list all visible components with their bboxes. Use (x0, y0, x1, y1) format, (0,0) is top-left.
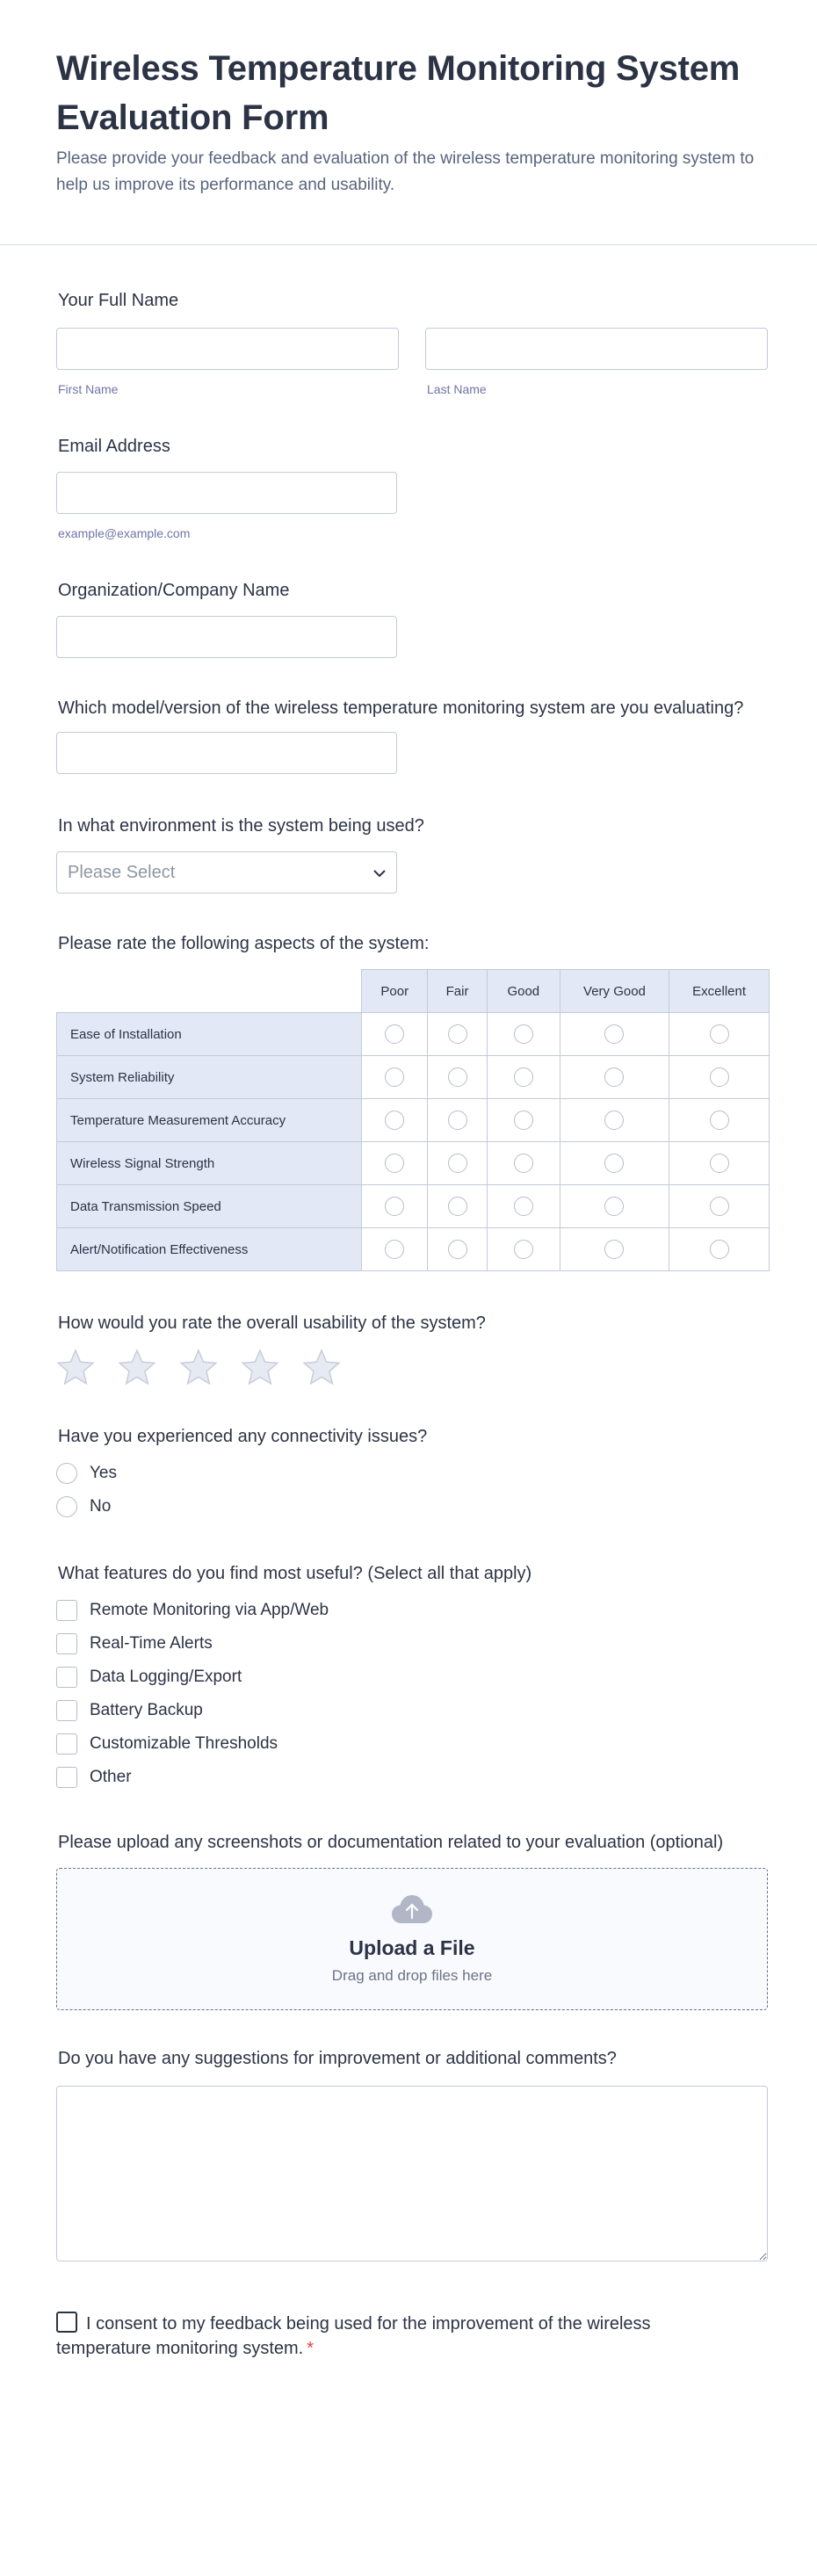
form-content (0, 289, 817, 2361)
environment-select[interactable] (56, 851, 397, 894)
upload-field (56, 1831, 768, 2010)
matrix-radio[interactable] (604, 1024, 624, 1044)
consent-checkbox[interactable] (56, 2312, 77, 2333)
matrix-radio[interactable] (385, 1154, 404, 1173)
matrix-row-label: Wireless Signal Strength (57, 1142, 362, 1185)
star-icon[interactable] (179, 1349, 218, 1390)
matrix-radio[interactable] (514, 1197, 533, 1216)
usability-label: How would you rate the overall usability of the system? (58, 1313, 486, 1333)
full-name-label: Your Full Name (58, 291, 179, 310)
matrix-radio[interactable] (448, 1154, 467, 1173)
consent-text: I consent to my feedback being used for the improvement of the wireless temperature monitoring system. (56, 2314, 651, 2358)
organization-field (56, 579, 768, 658)
feature-option[interactable] (56, 1761, 768, 1794)
form-title: Wireless Temperature Monitoring System Evaluation Form (56, 49, 741, 137)
matrix-radio[interactable] (385, 1111, 404, 1130)
matrix-row (57, 1099, 770, 1142)
model-field (56, 697, 768, 774)
environment-selected-value: Please Select (68, 862, 176, 882)
organization-input[interactable] (56, 616, 397, 658)
email-sublabel: example@example.com (58, 526, 191, 540)
matrix-radio[interactable] (604, 1067, 624, 1087)
star-rating (56, 1349, 768, 1390)
feature-option[interactable] (56, 1661, 768, 1694)
matrix-row (57, 1013, 770, 1056)
checkbox[interactable] (56, 1733, 77, 1755)
matrix-header-row (57, 970, 770, 1013)
matrix-row-label: Data Transmission Speed (57, 1185, 362, 1228)
upload-hint: Drag and drop files here (331, 1967, 493, 1984)
features-label: What features do you find most useful? (Select all that apply) (58, 1564, 532, 1583)
connectivity-option-yes[interactable] (56, 1457, 768, 1490)
option-label: Remote Monitoring via App/Web (90, 1601, 329, 1619)
last-name-input[interactable] (425, 328, 768, 370)
option-label: Real-Time Alerts (90, 1634, 213, 1653)
checkbox[interactable] (56, 1667, 77, 1688)
email-label: Email Address (58, 437, 170, 456)
matrix-label: Please rate the following aspects of the system: (58, 934, 430, 953)
matrix-radio[interactable] (604, 1154, 624, 1173)
environment-field (56, 814, 768, 894)
matrix-row-label: Ease of Installation (57, 1013, 362, 1056)
option-label: Battery Backup (90, 1701, 203, 1719)
matrix-radio[interactable] (514, 1154, 533, 1173)
matrix-row (57, 1228, 770, 1271)
model-input[interactable] (56, 732, 397, 774)
option-label: No (90, 1497, 112, 1516)
rating-matrix (56, 969, 770, 1271)
option-label: Other (90, 1768, 132, 1786)
form-description: Please provide your feedback and evaluation of the wireless temperature monitoring system to help us improve its performance and usability. (56, 149, 755, 194)
feature-option[interactable] (56, 1627, 768, 1661)
matrix-radio[interactable] (604, 1240, 624, 1259)
connectivity-field (56, 1425, 768, 1523)
matrix-row (57, 1142, 770, 1185)
organization-label: Organization/Company Name (58, 581, 290, 600)
first-name-sublabel: First Name (58, 382, 119, 396)
star-icon[interactable] (118, 1349, 156, 1390)
matrix-radio[interactable] (385, 1240, 404, 1259)
matrix-radio[interactable] (385, 1067, 404, 1087)
form-header (0, 0, 817, 245)
matrix-radio[interactable] (710, 1240, 729, 1259)
features-field (56, 1562, 768, 1794)
last-name-sublabel: Last Name (427, 382, 487, 396)
suggestions-field (56, 2047, 768, 2266)
matrix-radio[interactable] (710, 1197, 729, 1216)
matrix-radio[interactable] (448, 1067, 467, 1087)
matrix-radio[interactable] (448, 1024, 467, 1044)
radio-button[interactable] (56, 1496, 77, 1517)
matrix-col-header: Fair (428, 970, 488, 1013)
matrix-radio[interactable] (514, 1067, 533, 1087)
full-name-field (56, 289, 768, 396)
matrix-col-header: Very Good (560, 970, 669, 1013)
matrix-row-label: Alert/Notification Effectiveness (57, 1228, 362, 1271)
matrix-radio[interactable] (385, 1024, 404, 1044)
matrix-radio[interactable] (448, 1111, 467, 1130)
option-label: Data Logging/Export (90, 1668, 242, 1686)
email-field (56, 435, 768, 540)
matrix-radio[interactable] (710, 1154, 729, 1173)
feature-option[interactable] (56, 1594, 768, 1627)
email-input[interactable] (56, 472, 397, 514)
upload-label: Please upload any screenshots or documentation related to your evaluation (optional) (58, 1833, 724, 1852)
matrix-radio[interactable] (514, 1240, 533, 1259)
radio-button[interactable] (56, 1463, 77, 1484)
first-name-input[interactable] (56, 328, 399, 370)
file-dropzone[interactable] (56, 1868, 768, 2010)
matrix-radio[interactable] (385, 1197, 404, 1216)
matrix-row-label: Temperature Measurement Accuracy (57, 1099, 362, 1142)
usability-field (56, 1312, 768, 1390)
matrix-radio[interactable] (710, 1111, 729, 1130)
matrix-row-label: System Reliability (57, 1056, 362, 1099)
suggestions-label: Do you have any suggestions for improvement or additional comments? (58, 2049, 617, 2068)
matrix-radio[interactable] (604, 1197, 624, 1216)
matrix-col-header: Good (487, 970, 560, 1013)
option-label: Yes (90, 1464, 117, 1482)
star-icon[interactable] (56, 1349, 95, 1390)
checkbox[interactable] (56, 1633, 77, 1654)
matrix-col-header: Excellent (669, 970, 770, 1013)
matrix-row (57, 1185, 770, 1228)
matrix-radio[interactable] (514, 1111, 533, 1130)
matrix-radio[interactable] (514, 1024, 533, 1044)
matrix-radio[interactable] (448, 1197, 467, 1216)
checkbox[interactable] (56, 1600, 77, 1621)
connectivity-option-no[interactable] (56, 1490, 768, 1523)
required-asterisk: * (307, 2339, 315, 2358)
star-icon[interactable] (302, 1349, 341, 1390)
matrix-radio[interactable] (448, 1240, 467, 1259)
environment-label: In what environment is the system being used? (58, 816, 424, 836)
cloud-upload-icon (391, 1893, 433, 1929)
matrix-radio[interactable] (604, 1111, 624, 1130)
feature-option[interactable] (56, 1727, 768, 1761)
connectivity-label: Have you experienced any connectivity issues? (58, 1427, 428, 1446)
checkbox[interactable] (56, 1700, 77, 1721)
matrix-col-header: Poor (362, 970, 428, 1013)
matrix-row (57, 1056, 770, 1099)
option-label: Customizable Thresholds (90, 1734, 278, 1753)
chevron-down-icon (373, 863, 386, 883)
consent-field (56, 2312, 671, 2361)
model-label: Which model/version of the wireless temperature monitoring system are you evaluating? (58, 698, 744, 718)
feature-option[interactable] (56, 1694, 768, 1727)
rating-matrix-field (56, 932, 768, 1271)
matrix-radio[interactable] (710, 1067, 729, 1087)
upload-title: Upload a File (349, 1936, 475, 1959)
checkbox[interactable] (56, 1767, 77, 1788)
matrix-radio[interactable] (710, 1024, 729, 1044)
star-icon[interactable] (241, 1349, 279, 1390)
suggestions-textarea[interactable] (56, 2086, 768, 2261)
